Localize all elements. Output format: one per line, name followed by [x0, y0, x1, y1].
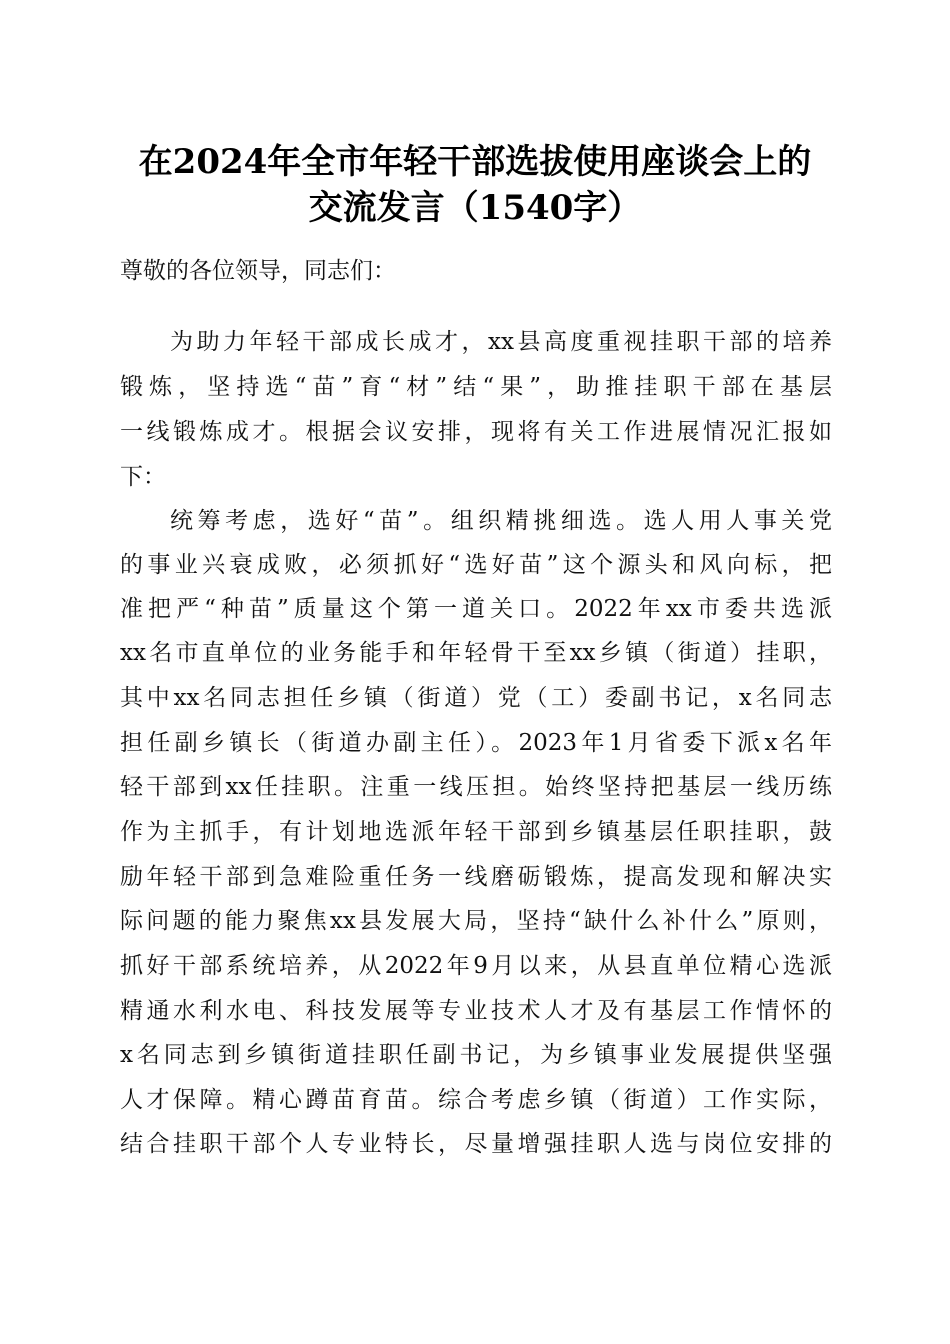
paragraph-1-line: 下：: [120, 464, 166, 490]
document-title-line-1: 在2024年全市年轻干部选拔使用座谈会上的: [138, 142, 812, 182]
paragraph-2-line: 的事业兴衰成败，必须抓好“选好苗”这个源头和风向标，把: [120, 552, 832, 578]
paragraph-2-line: xx名市直单位的业务能手和年轻骨干至xx乡镇（街道）挂职，: [120, 640, 832, 666]
paragraph-2-line: 际问题的能力聚焦xx县发展大局，坚持“缺什么补什么”原则，: [120, 908, 832, 934]
paragraph-2-line: 作为主抓手，有计划地选派年轻干部到乡镇基层任职挂职，鼓: [120, 819, 832, 845]
paragraph-2-line: 励年轻干部到急难险重任务一线磨砺锻炼，提高发现和解决实: [120, 864, 832, 890]
paragraph-2-line: 轻干部到xx任挂职。注重一线压担。始终坚持把基层一线历练: [120, 774, 832, 800]
paragraph-2-line: 结合挂职干部个人专业特长，尽量增强挂职人选与岗位安排的: [120, 1131, 832, 1157]
paragraph-2-line: 抓好干部系统培养，从2022年9月以来，从县直单位精心选派: [120, 953, 832, 979]
paragraph-1-line: 锻炼，坚持选“苗”育“材”结“果”，助推挂职干部在基层: [120, 374, 832, 400]
paragraph-1-line: 为助力年轻干部成长成才，xx县高度重视挂职干部的培养: [170, 329, 832, 355]
paragraph-2-line: 统筹考虑，选好“苗”。组织精挑细选。选人用人事关党: [170, 508, 832, 534]
document-title-line-2: 交流发言（1540字）: [308, 188, 642, 228]
salutation: 尊敬的各位领导，同志们：: [120, 258, 396, 284]
paragraph-2-line: x名同志到乡镇街道挂职任副书记，为乡镇事业发展提供坚强: [120, 1042, 832, 1068]
paragraph-2-line: 担任副乡镇长（街道办副主任）。2023年1月省委下派x名年: [120, 730, 832, 756]
paragraph-2-line: 其中xx名同志担任乡镇（街道）党（工）委副书记，x名同志: [120, 685, 832, 711]
paragraph-2-line: 精通水利水电、科技发展等专业技术人才及有基层工作情怀的: [120, 998, 832, 1024]
paragraph-1-line: 一线锻炼成才。根据会议安排，现将有关工作进展情况汇报如: [120, 419, 832, 445]
paragraph-2-line: 准把严“种苗”质量这个第一道关口。2022年xx市委共选派: [120, 596, 832, 622]
paragraph-2-line: 人才保障。精心蹲苗育苗。综合考虑乡镇（街道）工作实际，: [120, 1087, 832, 1113]
